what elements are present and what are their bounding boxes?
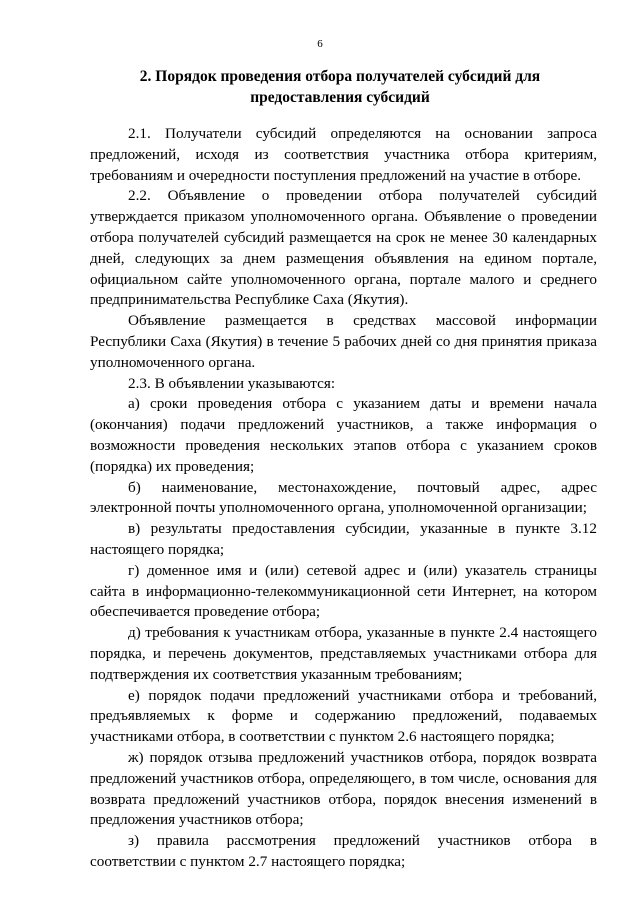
list-item-v: в) результаты предоставления субсидии, указанные в пункте 3.12 настоящего порядка; (90, 520, 597, 558)
list-item-b: б) наименование, местонахождение, почтовый адрес, адрес электронной почты уполномоченного органа, уполномоченной организации; (90, 478, 597, 517)
document-body (90, 124, 597, 873)
list-item-d: д) требования к участникам отбора, указанные в пункте 2.4 настоящего порядка, и перечень документов, представляемых участниками отбора для подтверждения их соответствия указанным требованиям; (90, 624, 597, 683)
list-item-a: а) сроки проведения отбора с указанием даты и времени начала (окончания) подачи предложений участников, а также информация о возможности проведения нескольких этапов отбора с указанием сроков (порядка) их проведения; (90, 395, 597, 475)
list-item-e: е) порядок подачи предложений участниками отбора и требований, предъявляемых к форме и содержанию предложений, подаваемых участниками отбора, в соответствии с пунктом 2.6 настоящего порядка; (90, 686, 597, 746)
paragraph-media-announcement: Объявление размещается в средствах массовой информации Республики Саха (Якутия) в течение 5 рабочих дней со дня принятия приказа уполномоченного органа. (90, 312, 597, 371)
list-item-g: г) доменное имя и (или) сетевой адрес и (или) указатель страницы сайта в информационно-телекоммуникационной сети Интернет, на котором обеспечивается проведение отбора; (90, 561, 597, 621)
paragraph-2-3: 2.3. В объявлении указываются: (128, 374, 336, 392)
section-heading-line-2: предоставления субсидий (250, 89, 430, 106)
paragraph-2-2: 2.2. Объявление о проведении отбора получателей субсидий утверждается приказом уполномоченного органа. Объявление о проведении отбора получателей субсидий размещается на срок не менее 30 календарных дней, следующих за днем размещения объявления на едином портале, официальном сайте уполномоченного органа, портале малого и среднего предпринимательства Республике Саха (Якутия). (90, 187, 597, 309)
list-item-z: з) правила рассмотрения предложений участников отбора в соответствии с пунктом 2.7 настоящего порядка; (90, 832, 597, 870)
section-heading-line-1: 2. Порядок проведения отбора получателей субсидий для (139, 68, 541, 85)
paragraph-2-1: 2.1. Получатели субсидий определяются на основании запроса предложений, исходя из соответствия участника отбора критериям, требованиям и очередности поступления предложений на участие в отборе. (90, 125, 597, 184)
section-heading (90, 66, 590, 108)
list-item-zh: ж) порядок отзыва предложений участников отбора, порядок возврата предложений участников отбора, определяющего, в том числе, основания для возврата предложений участников отбора, порядок внесения изменений в предложения участников отбора; (90, 748, 597, 829)
page-number: 6 (317, 38, 323, 50)
